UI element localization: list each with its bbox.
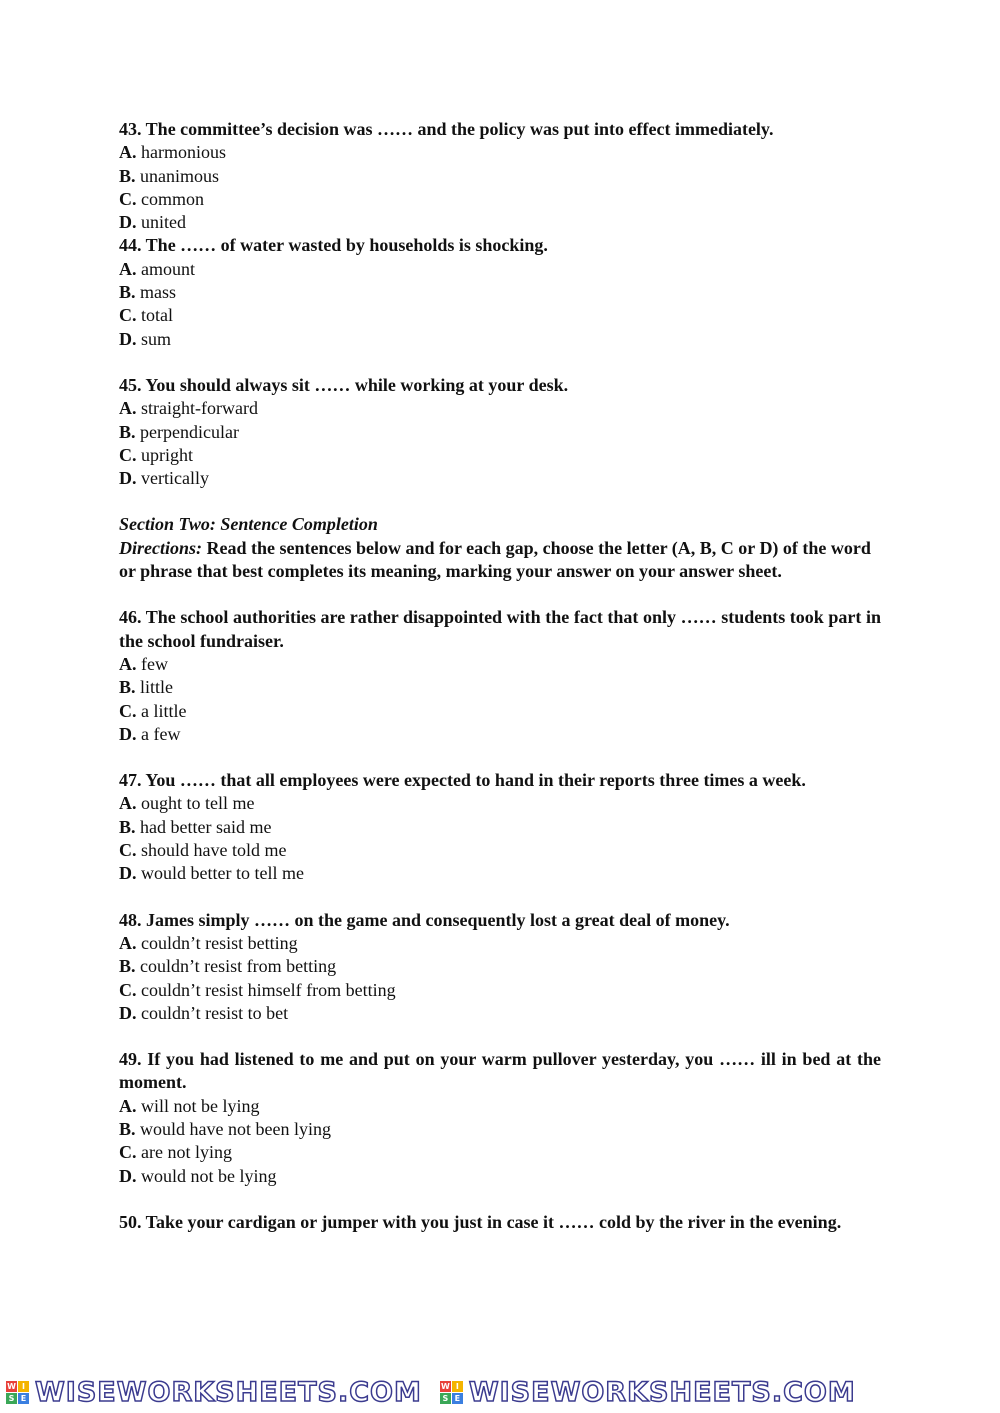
answer-option <box>119 862 881 885</box>
brand-text: WISEWORKSHEETS.COM <box>35 1377 422 1408</box>
answer-option <box>119 281 881 304</box>
question-text: 47. You …… that all employees were expected to hand in their reports three times a week. <box>119 770 806 791</box>
option-text: couldn’t resist to bet <box>141 1002 289 1023</box>
option-letter: A. <box>119 258 137 279</box>
option-letter: A. <box>119 793 137 814</box>
answer-option <box>119 839 881 862</box>
answer-option <box>119 979 881 1002</box>
option-letter: A. <box>119 142 137 163</box>
question <box>119 1211 881 1234</box>
answer-option <box>119 676 881 699</box>
answer-option <box>119 211 881 234</box>
answer-option <box>119 700 881 723</box>
option-text: amount <box>141 258 195 279</box>
question-text: 44. The …… of water wasted by households is shocking. <box>119 235 548 256</box>
option-letter: C. <box>119 188 137 209</box>
option-text: will not be lying <box>141 1095 260 1116</box>
question-text: 50. Take your cardigan or jumper with you just in case it …… cold by the river in the evening. <box>119 1211 842 1232</box>
question-block-2 <box>119 606 881 1234</box>
option-letter: C. <box>119 444 137 465</box>
option-text: perpendicular <box>140 421 239 442</box>
brand-text: WISEWORKSHEETS.COM <box>468 1377 856 1408</box>
answer-option <box>119 723 881 746</box>
answer-option <box>119 653 881 676</box>
option-text: vertically <box>141 468 209 489</box>
answer-option <box>119 792 881 815</box>
answer-option <box>119 165 881 188</box>
option-text: little <box>140 677 174 698</box>
worksheet <box>119 118 881 1234</box>
option-letter: D. <box>119 468 137 489</box>
answer-option <box>119 932 881 955</box>
question <box>119 234 881 350</box>
option-text: straight-forward <box>141 398 258 419</box>
option-text: united <box>141 212 186 233</box>
option-text: total <box>141 305 173 326</box>
option-letter: D. <box>119 863 137 884</box>
option-text: would not be lying <box>141 1165 277 1186</box>
option-letter: B. <box>119 816 136 837</box>
option-letter: B. <box>119 165 136 186</box>
option-text: sum <box>141 328 172 349</box>
option-text: couldn’t resist from betting <box>140 956 337 977</box>
question-text: 43. The committee’s decision was …… and the policy was put into effect immediately. <box>119 119 774 139</box>
answer-option <box>119 444 881 467</box>
answer-option <box>119 1118 881 1141</box>
option-letter: D. <box>119 1165 137 1186</box>
option-text: a few <box>141 723 181 744</box>
option-letter: B. <box>119 956 136 977</box>
answer-option <box>119 304 881 327</box>
option-letter: D. <box>119 328 137 349</box>
question-text: 45. You should always sit …… while working at your desk. <box>119 374 569 395</box>
answer-option <box>119 955 881 978</box>
answer-option <box>119 1141 881 1164</box>
option-text: couldn’t resist himself from betting <box>141 979 396 1000</box>
option-letter: A. <box>119 398 137 419</box>
option-text: should have told me <box>141 840 287 861</box>
question <box>119 909 881 1025</box>
directions-label: Directions: <box>119 537 202 558</box>
answer-option <box>119 141 881 164</box>
answer-option <box>119 188 881 211</box>
answer-option <box>119 421 881 444</box>
option-text: a little <box>141 700 187 721</box>
option-text: mass <box>140 282 177 303</box>
option-letter: B. <box>119 1118 136 1139</box>
option-letter: B. <box>119 677 136 698</box>
answer-option <box>119 816 881 839</box>
question-block-1 <box>119 118 881 490</box>
option-letter: C. <box>119 700 137 721</box>
option-letter: B. <box>119 421 136 442</box>
answer-option <box>119 1002 881 1025</box>
logo-icon: W I S E <box>6 1381 29 1404</box>
option-letter: D. <box>119 1002 137 1023</box>
option-letter: D. <box>119 723 137 744</box>
option-text: had better said me <box>140 816 272 837</box>
option-letter: B. <box>119 282 136 303</box>
option-text: couldn’t resist betting <box>141 932 298 953</box>
option-text: ought to tell me <box>141 793 255 814</box>
option-text: harmonious <box>141 142 226 163</box>
option-letter: C. <box>119 1142 137 1163</box>
question <box>119 1048 881 1188</box>
option-letter: A. <box>119 653 137 674</box>
question <box>119 769 881 885</box>
question <box>119 606 881 746</box>
option-letter: C. <box>119 979 137 1000</box>
directions-text: Read the sentences below and for each gap, choose the letter (A, B, C or D) of the word or phrase that best completes its meaning, marking your answer on your answer sheet. <box>119 537 871 582</box>
logo-icon: W I S E <box>440 1381 463 1404</box>
question-text: 49. If you had listened to me and put on your warm pullover yesterday, you …… ill in bed at the moment. <box>119 1049 881 1093</box>
option-letter: C. <box>119 840 137 861</box>
option-letter: C. <box>119 305 137 326</box>
option-text: upright <box>141 444 193 465</box>
directions <box>119 537 881 584</box>
answer-option <box>119 467 881 490</box>
option-letter: A. <box>119 1095 137 1116</box>
option-text: are not lying <box>141 1142 232 1163</box>
section-two <box>119 513 881 583</box>
option-text: unanimous <box>140 165 220 186</box>
brand-2 <box>434 1377 856 1408</box>
option-text: would have not been lying <box>140 1118 331 1139</box>
answer-option <box>119 397 881 420</box>
answer-option <box>119 258 881 281</box>
footer-watermark <box>0 1372 1000 1413</box>
option-letter: D. <box>119 212 137 233</box>
option-text: common <box>141 188 204 209</box>
question-text: 46. The school authorities are rather disappointed with the fact that only …… students took part in the school fundraiser. <box>119 607 881 651</box>
answer-option <box>119 1165 881 1188</box>
question-text: 48. James simply …… on the game and consequently lost a great deal of money. <box>119 909 730 930</box>
answer-option <box>119 328 881 351</box>
option-text: few <box>141 653 168 674</box>
option-letter: A. <box>119 932 137 953</box>
answer-option <box>119 1095 881 1118</box>
section-title: Section Two: Sentence Completion <box>119 514 378 535</box>
option-text: would better to tell me <box>141 863 304 884</box>
brand-1 <box>0 1377 422 1408</box>
question <box>119 374 881 490</box>
question <box>119 118 881 234</box>
